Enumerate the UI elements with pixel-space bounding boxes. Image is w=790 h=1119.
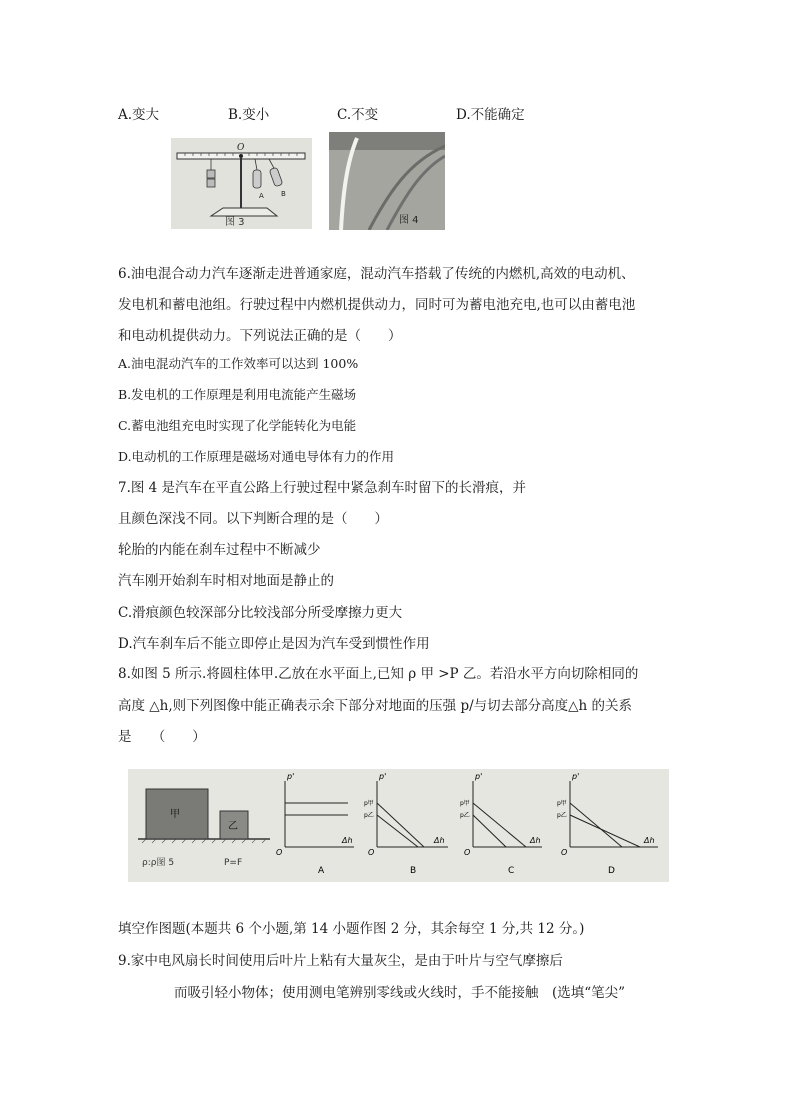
figure-4-skid-marks <box>329 132 445 230</box>
figure-5-caption: ρ:ρ图 5 <box>142 858 175 868</box>
section-2-header: 填空作图题(本题共 6 个小题,第 14 小题作图 2 分，其余每空 1 分,共 12 分。) <box>118 921 585 937</box>
block-yi-label: 乙 <box>228 821 238 832</box>
graph-b-p-yi: p乙 <box>364 812 374 819</box>
q6-option-c: C.蓄电池组充电时实现了化学能转化为电能 <box>118 418 357 433</box>
q7-option-a: 轮胎的内能在刹车过程中不断减少 <box>118 542 321 558</box>
figure-5-graphs <box>128 769 669 882</box>
figure-5-svg <box>128 769 669 882</box>
skid-photo <box>329 132 445 230</box>
q7-option-d: D.汽车刹车后不能立即停止是因为汽车受到惯性作用 <box>118 636 430 652</box>
graph-a <box>276 772 354 876</box>
graph-b-origin: O <box>368 848 375 857</box>
q6-option-a: A.油电混动汽车的工作效率可以达到 100% <box>118 356 359 371</box>
graph-a-x-axis: Δh <box>342 836 353 845</box>
graph-b-x-axis: Δh <box>434 836 445 845</box>
graph-c-y-axis: p' <box>475 772 483 781</box>
graph-d-label: D <box>608 866 615 876</box>
figure-3-caption: 图 3 <box>225 217 245 228</box>
q7-line-2: 且颜色深浅不同。以下判断合理的是（ ） <box>118 511 388 527</box>
graph-d-y-axis: p' <box>572 772 580 781</box>
graph-d <box>557 772 658 876</box>
q7-option-b: 汽车刚开始刹车时相对地面是静止的 <box>118 573 334 589</box>
q9-line-2: 而吸引轻小物体；使用测电笔辨别零线或火线时，手不能接触 (选填“笔尖” <box>174 985 626 1001</box>
q6-line-3: 和电动机提供动力。下列说法正确的是（ ） <box>118 328 402 344</box>
graph-a-y-axis: p' <box>287 772 295 781</box>
pivot-label: O <box>237 143 245 153</box>
q9-line-1: 9.家中电风扇长时间使用后叶片上粘有大量灰尘，是由于叶片与空气摩擦后 <box>118 953 563 969</box>
q8-line-3: 是 （ ） <box>118 729 206 745</box>
graph-d-p-jia: p甲 <box>557 800 567 807</box>
q5-option-a: A.变大 <box>118 107 160 123</box>
figure-4-caption: 图 4 <box>399 215 419 226</box>
graph-b-p-jia: p甲 <box>364 800 374 807</box>
graph-b-y-axis: p' <box>379 772 387 781</box>
q5-option-d: D.不能确定 <box>456 107 525 123</box>
graph-c-x-axis: Δh <box>530 836 541 845</box>
graph-d-origin: O <box>561 848 568 857</box>
figure-5-note: P=F <box>224 858 243 868</box>
graph-c-label: C <box>508 866 515 876</box>
q6-line-1: 6.油电混合动力汽车逐渐走进普通家庭，混动汽车搭载了传统的内燃机,高效的电动机、 <box>118 266 635 282</box>
label-b: B <box>281 190 286 198</box>
block-jia-label: 甲 <box>170 809 180 820</box>
q5-option-b: B.变小 <box>228 107 270 123</box>
graph-b <box>364 772 448 876</box>
graph-d-p-yi: p乙 <box>557 812 567 819</box>
label-a: A <box>259 192 264 200</box>
q7-option-c: C.滑痕颜色较深部分比较浅部分所受摩擦力更大 <box>118 605 403 621</box>
q8-line-2: 高度 △h,则下列图像中能正确表示余下部分对地面的压强 p/与切去部分高度△h 的关系 <box>118 698 633 714</box>
graph-c-p-jia: p甲 <box>460 800 470 807</box>
graph-a-label: A <box>318 866 325 876</box>
graph-d-x-axis: Δh <box>644 836 655 845</box>
graph-b-label: B <box>410 866 417 876</box>
q6-option-b: B.发电机的工作原理是利用电流能产生磁场 <box>118 387 357 402</box>
q7-line-1: 7.图 4 是汽车在平直公路上行驶过程中紧急刹车时留下的长滑痕，并 <box>118 480 527 496</box>
graph-a-origin: O <box>276 848 283 857</box>
graph-c-origin: O <box>464 848 471 857</box>
graph-c-p-yi: p乙 <box>460 812 470 819</box>
q6-line-2: 发电机和蓄电池组。行驶过程中内燃机提供动力，同时可为蓄电池充电,也可以由蓄电池 <box>118 297 636 313</box>
figure-3-lever <box>171 138 312 229</box>
q5-option-c: C.不变 <box>337 107 379 123</box>
graph-c <box>460 772 542 876</box>
q6-option-d: D.电动机的工作原理是磁场对通电导体有力的作用 <box>118 449 395 464</box>
q8-line-1: 8.如图 5 所示.将圆柱体甲.乙放在水平面上,已知 ρ 甲 >P 乙。若沿水平方向切除相同的 <box>118 666 639 682</box>
